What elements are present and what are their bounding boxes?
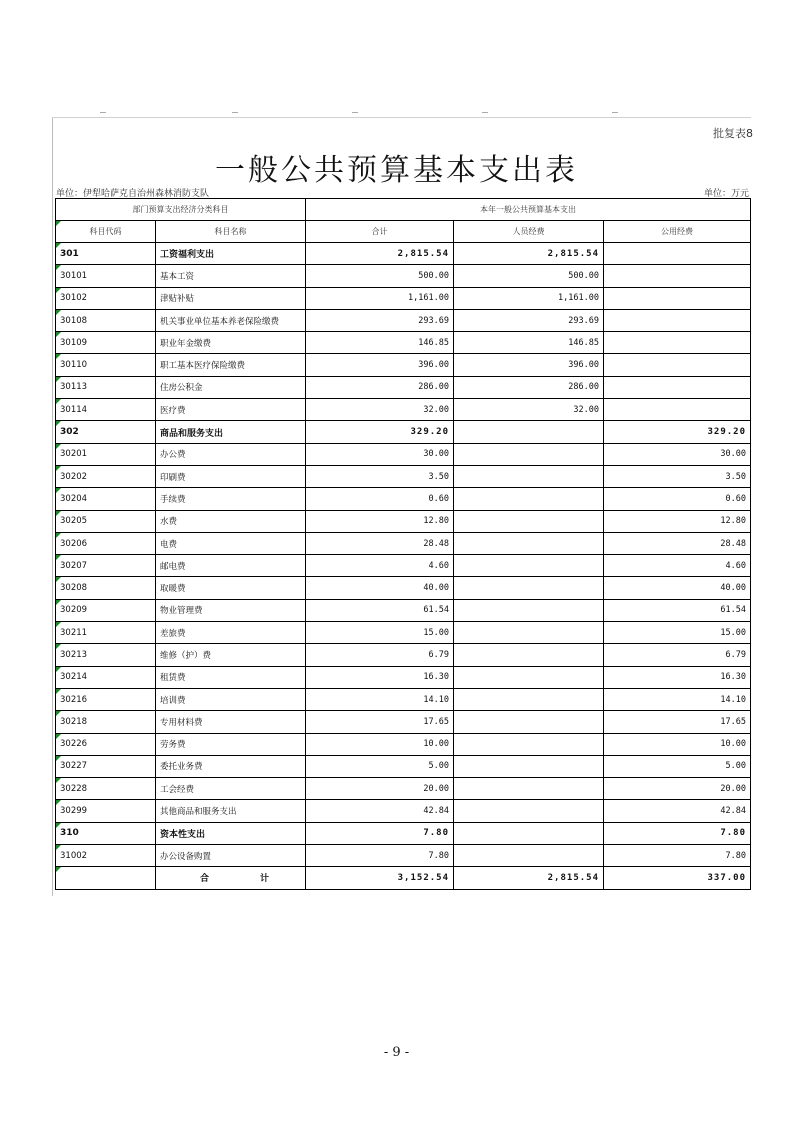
row-public xyxy=(604,376,751,398)
row-code: 30108 xyxy=(56,309,156,331)
header-group-left: 部门预算支出经济分类科目 xyxy=(56,199,306,221)
row-public: 0.60 xyxy=(604,488,751,510)
table-row xyxy=(56,510,751,532)
row-name: 手续费 xyxy=(156,488,306,510)
row-public: 16.30 xyxy=(604,666,751,688)
row-public xyxy=(604,287,751,309)
table-row xyxy=(56,733,751,755)
row-name: 职工基本医疗保险缴费 xyxy=(156,354,306,376)
row-total: 7.80 xyxy=(306,822,454,844)
row-name: 水费 xyxy=(156,510,306,532)
row-name: 工资福利支出 xyxy=(156,243,306,265)
row-total: 61.54 xyxy=(306,599,454,621)
row-public: 15.00 xyxy=(604,622,751,644)
row-personnel xyxy=(454,644,604,666)
currency-unit: 单位：万元 xyxy=(703,189,749,199)
row-code: 30218 xyxy=(56,711,156,733)
sheet-top-gridline xyxy=(52,112,751,118)
totals-label xyxy=(156,867,306,889)
row-total: 6.79 xyxy=(306,644,454,666)
row-personnel xyxy=(454,666,604,688)
table-row xyxy=(56,688,751,710)
row-code: 30110 xyxy=(56,354,156,376)
row-total: 30.00 xyxy=(306,443,454,465)
row-personnel xyxy=(454,510,604,532)
totals-personnel: 2,815.54 xyxy=(454,867,604,889)
row-total: 1,161.00 xyxy=(306,287,454,309)
row-name: 物业管理费 xyxy=(156,599,306,621)
row-public xyxy=(604,332,751,354)
row-personnel: 2,815.54 xyxy=(454,243,604,265)
totals-public: 337.00 xyxy=(604,867,751,889)
row-total: 42.84 xyxy=(306,800,454,822)
row-personnel xyxy=(454,688,604,710)
row-code: 30216 xyxy=(56,688,156,710)
row-public: 6.79 xyxy=(604,644,751,666)
header-personnel: 人员经费 xyxy=(454,221,604,243)
row-code: 30206 xyxy=(56,532,156,554)
row-personnel: 293.69 xyxy=(454,309,604,331)
row-code: 30114 xyxy=(56,399,156,421)
table-row xyxy=(56,666,751,688)
totals-total: 3,152.54 xyxy=(306,867,454,889)
row-personnel xyxy=(454,845,604,867)
row-personnel xyxy=(454,778,604,800)
row-code: 30211 xyxy=(56,622,156,644)
row-total: 16.30 xyxy=(306,666,454,688)
row-name: 资本性支出 xyxy=(156,822,306,844)
row-code: 30201 xyxy=(56,443,156,465)
row-public xyxy=(604,243,751,265)
table-row xyxy=(56,309,751,331)
row-public xyxy=(604,354,751,376)
row-personnel xyxy=(454,443,604,465)
row-total: 293.69 xyxy=(306,309,454,331)
form-number: 批复表8 xyxy=(713,127,753,140)
row-code: 30109 xyxy=(56,332,156,354)
table-row xyxy=(56,778,751,800)
sheet-left-rule xyxy=(52,118,53,896)
row-personnel xyxy=(454,622,604,644)
table-row xyxy=(56,399,751,421)
row-name: 办公设备购置 xyxy=(156,845,306,867)
row-total: 12.80 xyxy=(306,510,454,532)
row-name: 培训费 xyxy=(156,688,306,710)
row-name: 租赁费 xyxy=(156,666,306,688)
row-name: 差旅费 xyxy=(156,622,306,644)
row-total: 10.00 xyxy=(306,733,454,755)
row-personnel xyxy=(454,465,604,487)
row-name: 办公费 xyxy=(156,443,306,465)
category-row xyxy=(56,421,751,443)
row-public: 40.00 xyxy=(604,577,751,599)
totals-label-a: 合 xyxy=(200,874,210,885)
table-row xyxy=(56,465,751,487)
row-code: 30102 xyxy=(56,287,156,309)
page-title: 一般公共预算基本支出表 xyxy=(215,153,578,188)
row-code: 30101 xyxy=(56,265,156,287)
row-personnel: 1,161.00 xyxy=(454,287,604,309)
row-public: 329.20 xyxy=(604,421,751,443)
row-total: 396.00 xyxy=(306,354,454,376)
row-public: 20.00 xyxy=(604,778,751,800)
row-name: 印刷费 xyxy=(156,465,306,487)
row-name: 委托业务费 xyxy=(156,755,306,777)
row-name: 其他商品和服务支出 xyxy=(156,800,306,822)
row-personnel xyxy=(454,800,604,822)
row-code: 30204 xyxy=(56,488,156,510)
organization-unit: 单位：伊犁哈萨克自治州森林消防支队 xyxy=(56,189,210,199)
row-code: 30227 xyxy=(56,755,156,777)
row-name: 邮电费 xyxy=(156,555,306,577)
row-total: 7.80 xyxy=(306,845,454,867)
row-total: 286.00 xyxy=(306,376,454,398)
row-name: 津贴补贴 xyxy=(156,287,306,309)
row-total: 0.60 xyxy=(306,488,454,510)
row-name: 专用材料费 xyxy=(156,711,306,733)
row-code: 310 xyxy=(56,822,156,844)
row-code: 30205 xyxy=(56,510,156,532)
row-name: 住房公积金 xyxy=(156,376,306,398)
category-row xyxy=(56,822,751,844)
row-code: 31002 xyxy=(56,845,156,867)
row-name: 维修（护）费 xyxy=(156,644,306,666)
row-personnel xyxy=(454,532,604,554)
table-row xyxy=(56,332,751,354)
budget-table xyxy=(55,198,751,890)
row-total: 28.48 xyxy=(306,532,454,554)
row-name: 取暖费 xyxy=(156,577,306,599)
table-row xyxy=(56,376,751,398)
header-code: 科目代码 xyxy=(56,221,156,243)
header-total: 合计 xyxy=(306,221,454,243)
row-personnel: 396.00 xyxy=(454,354,604,376)
row-personnel xyxy=(454,711,604,733)
category-row xyxy=(56,243,751,265)
row-total: 3.50 xyxy=(306,465,454,487)
table-row xyxy=(56,555,751,577)
header-name: 科目名称 xyxy=(156,221,306,243)
page-number: - 9 - xyxy=(383,1045,410,1060)
row-personnel xyxy=(454,822,604,844)
row-public: 61.54 xyxy=(604,599,751,621)
row-personnel xyxy=(454,488,604,510)
row-public xyxy=(604,265,751,287)
row-personnel xyxy=(454,555,604,577)
row-public xyxy=(604,309,751,331)
table-row xyxy=(56,644,751,666)
header-group-right: 本年一般公共预算基本支出 xyxy=(306,199,751,221)
row-name: 劳务费 xyxy=(156,733,306,755)
row-name: 机关事业单位基本养老保险缴费 xyxy=(156,309,306,331)
row-name: 医疗费 xyxy=(156,399,306,421)
row-code: 30113 xyxy=(56,376,156,398)
row-personnel xyxy=(454,421,604,443)
row-personnel xyxy=(454,577,604,599)
row-public: 7.80 xyxy=(604,845,751,867)
totals-label-b: 计 xyxy=(259,874,269,885)
row-code: 30213 xyxy=(56,644,156,666)
table-row xyxy=(56,488,751,510)
table-row xyxy=(56,354,751,376)
row-total: 2,815.54 xyxy=(306,243,454,265)
header-public: 公用经费 xyxy=(604,221,751,243)
table-row xyxy=(56,800,751,822)
row-personnel xyxy=(454,755,604,777)
row-public: 7.80 xyxy=(604,822,751,844)
row-name: 职业年金缴费 xyxy=(156,332,306,354)
table-row xyxy=(56,622,751,644)
row-public: 10.00 xyxy=(604,733,751,755)
row-public: 17.65 xyxy=(604,711,751,733)
row-personnel: 146.85 xyxy=(454,332,604,354)
row-personnel xyxy=(454,599,604,621)
row-total: 17.65 xyxy=(306,711,454,733)
row-total: 15.00 xyxy=(306,622,454,644)
row-personnel: 32.00 xyxy=(454,399,604,421)
row-code: 30214 xyxy=(56,666,156,688)
row-public: 5.00 xyxy=(604,755,751,777)
totals-row xyxy=(56,867,751,889)
table-row xyxy=(56,443,751,465)
row-public: 12.80 xyxy=(604,510,751,532)
header-column-row xyxy=(56,221,751,243)
row-personnel: 286.00 xyxy=(454,376,604,398)
table-row xyxy=(56,845,751,867)
table-row xyxy=(56,265,751,287)
table-row xyxy=(56,711,751,733)
table-row xyxy=(56,532,751,554)
table-row xyxy=(56,599,751,621)
row-code: 30209 xyxy=(56,599,156,621)
row-total: 4.60 xyxy=(306,555,454,577)
row-total: 5.00 xyxy=(306,755,454,777)
row-code: 30299 xyxy=(56,800,156,822)
row-code: 301 xyxy=(56,243,156,265)
row-personnel xyxy=(454,733,604,755)
totals-code-cell xyxy=(56,867,156,889)
row-code: 30207 xyxy=(56,555,156,577)
table-row xyxy=(56,755,751,777)
row-total: 14.10 xyxy=(306,688,454,710)
table-row xyxy=(56,577,751,599)
row-total: 32.00 xyxy=(306,399,454,421)
row-total: 329.20 xyxy=(306,421,454,443)
row-public: 3.50 xyxy=(604,465,751,487)
row-public: 30.00 xyxy=(604,443,751,465)
row-code: 302 xyxy=(56,421,156,443)
row-total: 40.00 xyxy=(306,577,454,599)
row-code: 30202 xyxy=(56,465,156,487)
row-public: 28.48 xyxy=(604,532,751,554)
row-total: 500.00 xyxy=(306,265,454,287)
row-code: 30226 xyxy=(56,733,156,755)
row-name: 基本工资 xyxy=(156,265,306,287)
row-public: 4.60 xyxy=(604,555,751,577)
row-name: 商品和服务支出 xyxy=(156,421,306,443)
row-public: 42.84 xyxy=(604,800,751,822)
row-code: 30228 xyxy=(56,778,156,800)
header-group-row xyxy=(56,199,751,221)
row-public xyxy=(604,399,751,421)
row-code: 30208 xyxy=(56,577,156,599)
row-public: 14.10 xyxy=(604,688,751,710)
row-personnel: 500.00 xyxy=(454,265,604,287)
row-total: 20.00 xyxy=(306,778,454,800)
row-name: 工会经费 xyxy=(156,778,306,800)
table-row xyxy=(56,287,751,309)
row-name: 电费 xyxy=(156,532,306,554)
row-total: 146.85 xyxy=(306,332,454,354)
